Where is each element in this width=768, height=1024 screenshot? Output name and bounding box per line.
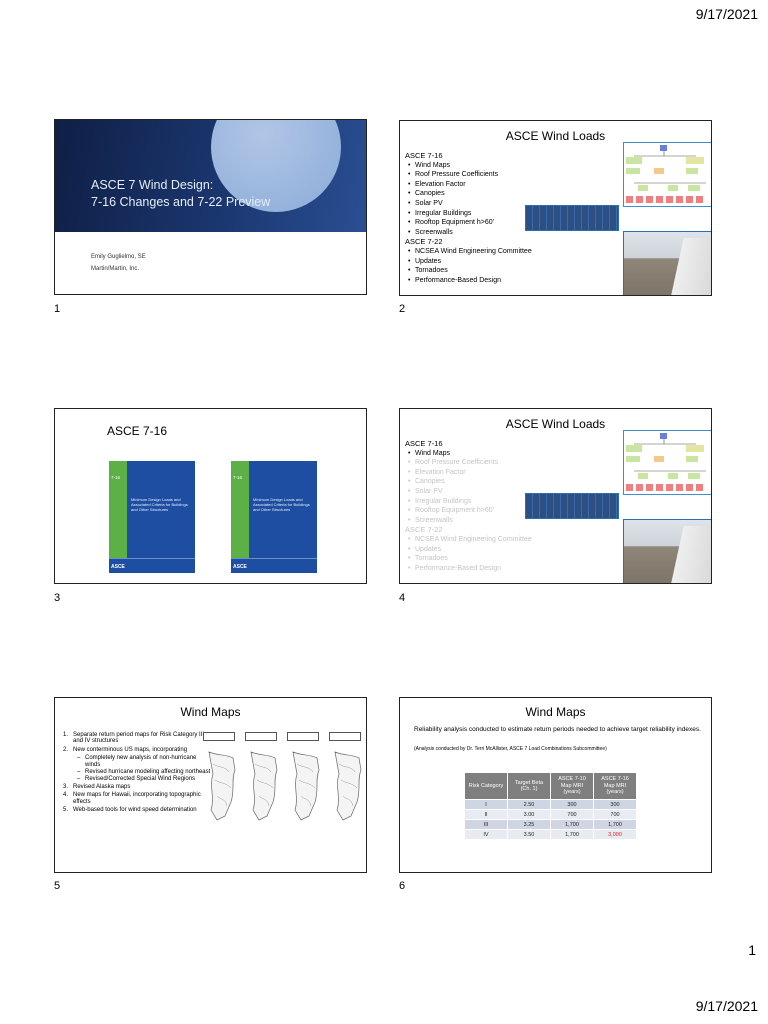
flowchart-diagram-image: [623, 430, 712, 495]
map-label-box: [245, 732, 277, 741]
slide-6-thumbnail[interactable]: [399, 697, 712, 873]
rooftop-screenwall-image: [623, 519, 712, 584]
slide-number: 6: [399, 880, 406, 892]
map-label-box: [287, 732, 319, 741]
map-label-box: [203, 732, 235, 741]
table-row: IV 3.50 1,700 3,000: [465, 830, 637, 840]
table-header: Risk Category: [465, 773, 508, 800]
author-name: Emily Guglielmo, SE: [91, 254, 146, 260]
wind-speed-map-image: [331, 750, 365, 822]
table-row: I 2.50 300 300: [465, 800, 637, 810]
slide-3-thumbnail[interactable]: [54, 408, 367, 584]
table-row: II 3.00 700 700: [465, 810, 637, 820]
slide-title: Wind Maps: [180, 705, 241, 719]
slide-title: Wind Maps: [525, 705, 586, 719]
slide-number: 3: [54, 592, 61, 604]
presentation-title-line1: ASCE 7 Wind Design:: [91, 178, 214, 192]
wind-speed-map-image: [289, 750, 323, 822]
footer-date: 9/17/2021: [695, 998, 758, 1014]
slide-note: (Analysis conducted by Dr. Terri McAllister, ASCE 7 Load Combinations Subcommittee): [414, 746, 607, 752]
table-header: Target Beta (Ch. 1): [508, 773, 551, 800]
list-item: 3. Revised Alaska maps: [63, 783, 131, 790]
screenwall-shape: [671, 238, 712, 296]
highlighted-value: 3,000: [594, 830, 637, 840]
author-company: Martin/Martin, Inc.: [91, 266, 140, 272]
bullet-list: ASCE 7-16 • Wind Maps • Roof Pressure Coefficients • Elevation Factor • Canopies • Solar PV • Irregular Buildings • Rooftop Equipment h>60' • Screenwalls ASCE 7-22 • NCSEA Wind Engineering Committee • Updates • Tornadoes • Performance-Based Design: [405, 151, 532, 285]
list-item: 4. New maps for Hawaii, incorporating topographic effects: [63, 792, 201, 805]
page-number: 1: [748, 942, 756, 958]
slide-number: 5: [54, 880, 61, 892]
flowchart-diagram-image: [623, 142, 712, 207]
bullet-list: ASCE 7-16 • Wind Maps • Roof Pressure Coefficients • Elevation Factor • Canopies • Solar PV • Irregular Buildings • Rooftop Equipment h>60' • Screenwalls ASCE 7-22 • NCSEA Wind Engineering Committee • Updates • Tornadoes • Performance-Based Design: [405, 439, 532, 573]
slide-number: 4: [399, 592, 406, 604]
slide-1-thumbnail[interactable]: [54, 119, 367, 295]
list-item: 1. Separate return period maps for Risk Category III and IV structures: [63, 732, 205, 745]
list-subitem: – Revised hurricane modeling affecting northeast: [63, 769, 213, 775]
rooftop-screenwall-image: [623, 231, 712, 296]
header-date: 9/17/2021: [695, 6, 758, 22]
numbered-list: [63, 732, 213, 815]
table-header: ASCE 7-16 Map MRI (years): [594, 773, 637, 800]
slide-title: ASCE 7-16: [107, 424, 168, 438]
list-subitem: – Revised/Corrected Special Wind Regions: [63, 776, 213, 782]
list-item: 5. Web-based tools for wind speed determination: [63, 807, 197, 814]
slide-number: 2: [399, 303, 406, 315]
wind-speed-map-image: [205, 750, 239, 822]
slide-paragraph: Reliability analysis conducted to estimate return periods needed to achieve target reliability indexes.: [414, 726, 701, 733]
slide-title: ASCE Wind Loads: [505, 417, 606, 431]
solar-panels-image: [525, 493, 619, 519]
map-label-box: [329, 732, 361, 741]
slide-title: ASCE Wind Loads: [505, 129, 606, 143]
list-item: 2. New conterminous US maps, incorporating: [63, 746, 188, 753]
return-period-table: [464, 772, 637, 840]
table-row: III 3.25 1,700 1,700: [465, 820, 637, 830]
list-subitem: – Completely new analysis of non-hurricane winds: [63, 755, 213, 768]
book-cover-1: 7-16 Minimum Design Loads and Associated Criteria for Buildings and Other Structures ASCE: [109, 461, 195, 573]
wind-speed-map-image: [247, 750, 281, 822]
solar-panels-image: [525, 205, 619, 231]
slide-4-thumbnail[interactable]: [399, 408, 712, 584]
screenwall-shape: [671, 526, 712, 584]
book-cover-2: 7-16 Minimum Design Loads and Associated Criteria for Buildings and Other Structures ASCE: [231, 461, 317, 573]
slide-number: 1: [54, 303, 61, 315]
slide-2-thumbnail[interactable]: [399, 120, 712, 296]
slide-5-thumbnail[interactable]: [54, 697, 367, 873]
table-header: ASCE 7-10 Map MRI (years): [551, 773, 594, 800]
presentation-title-line2: 7-16 Changes and 7-22 Preview: [91, 195, 271, 209]
